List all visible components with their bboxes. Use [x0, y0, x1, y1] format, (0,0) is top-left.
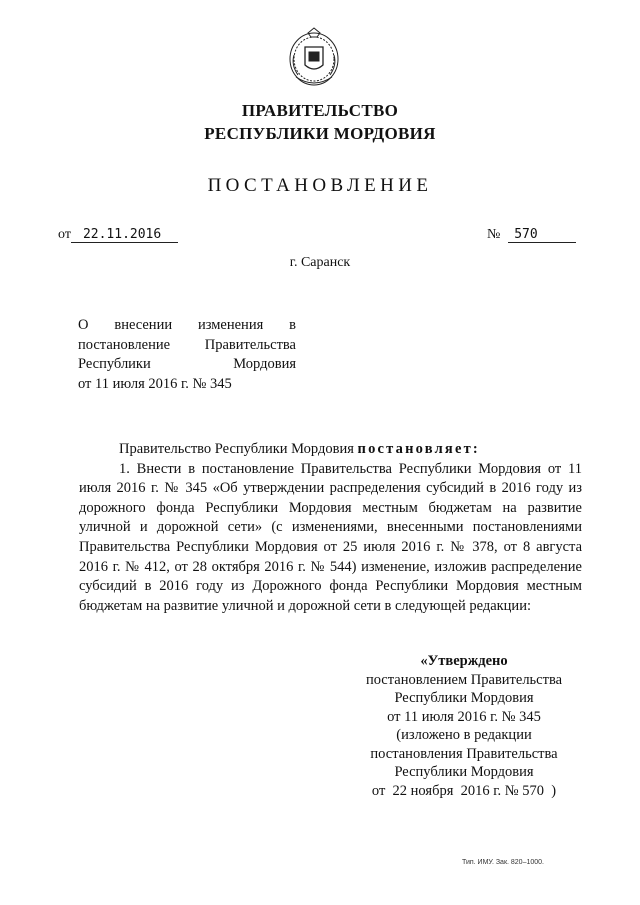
approval-line: (изложено в редакции — [396, 727, 532, 743]
document-body — [79, 440, 582, 616]
document-type-title: ПОСТАНОВЛЕНИЕ — [207, 175, 433, 196]
approval-line: от 22 ноября 2016 г. № 570 ) — [371, 782, 557, 799]
approval-line: Республики Мордовия — [394, 690, 534, 706]
subject-line-1 — [78, 316, 296, 336]
number-prefix: № — [487, 227, 501, 242]
print-mark: Тип. ИМУ. Зак. 820–1000. — [462, 859, 544, 866]
subject-word: изменения — [197, 317, 264, 333]
date-value: 22.11.2016 — [71, 227, 178, 243]
approval-line: постановления Правительства — [370, 745, 558, 762]
approval-line: постановлением Правительства — [365, 671, 563, 688]
subject-word: внесении — [114, 317, 173, 333]
date-prefix: от — [58, 227, 71, 242]
approval-stamp — [340, 652, 588, 800]
number-value: 570 — [508, 227, 576, 243]
organization-name-line2: РЕСПУБЛИКИ МОРДОВИЯ — [204, 124, 436, 143]
document-number — [487, 227, 576, 243]
document-date — [58, 227, 178, 243]
organization-name-line1: ПРАВИТЕЛЬСТВО — [241, 101, 399, 120]
subject-word: постановление — [78, 336, 171, 353]
subject-word: в — [289, 317, 296, 333]
coat-of-arms-emblem-icon — [286, 25, 342, 89]
document-subject — [78, 316, 296, 394]
subject-word: Мордовия — [233, 356, 296, 373]
subject-line-3 — [78, 355, 296, 375]
subject-word: Республики — [78, 356, 151, 373]
subject-word: О — [78, 317, 89, 333]
intro-paragraph — [79, 440, 582, 460]
resolves-word: постановляет: — [357, 441, 480, 457]
subject-line-4: от 11 июля 2016 г. № 345 — [78, 375, 232, 392]
approval-heading: «Утверждено — [420, 653, 508, 669]
approval-line: Республики Мордовия — [394, 764, 534, 780]
approval-line: от 11 июля 2016 г. № 345 — [387, 708, 541, 725]
intro-text: Правительство Республики Мордовия — [119, 441, 354, 457]
subject-line-2 — [78, 336, 296, 356]
subject-word: Правительства — [204, 336, 296, 353]
paragraph-1: 1. Внести в постановление Правительства Республики Мордовия от 11 июля 2016 г. № 345 «Об утверждении распределения субсидий в 2016 году из дорожного фонда Республики Мордовия местным бюджетам на развитие уличной и дорожной сети» (с изменениями, внесенными постановлениями Правительства Республики Мордовия от 25 июля 2016 г. № 378, от 8 августа 2016 г. № 412, от 28 октября 2016 г. № 544) изменение, изложив распределение субсидий в 2016 году из Дорожного фонда Республики Мордовия местным бюджетам на развитие уличной и дорожной сети в следующей редакции: — [79, 460, 582, 614]
city-name: г. Саранск — [289, 255, 351, 270]
